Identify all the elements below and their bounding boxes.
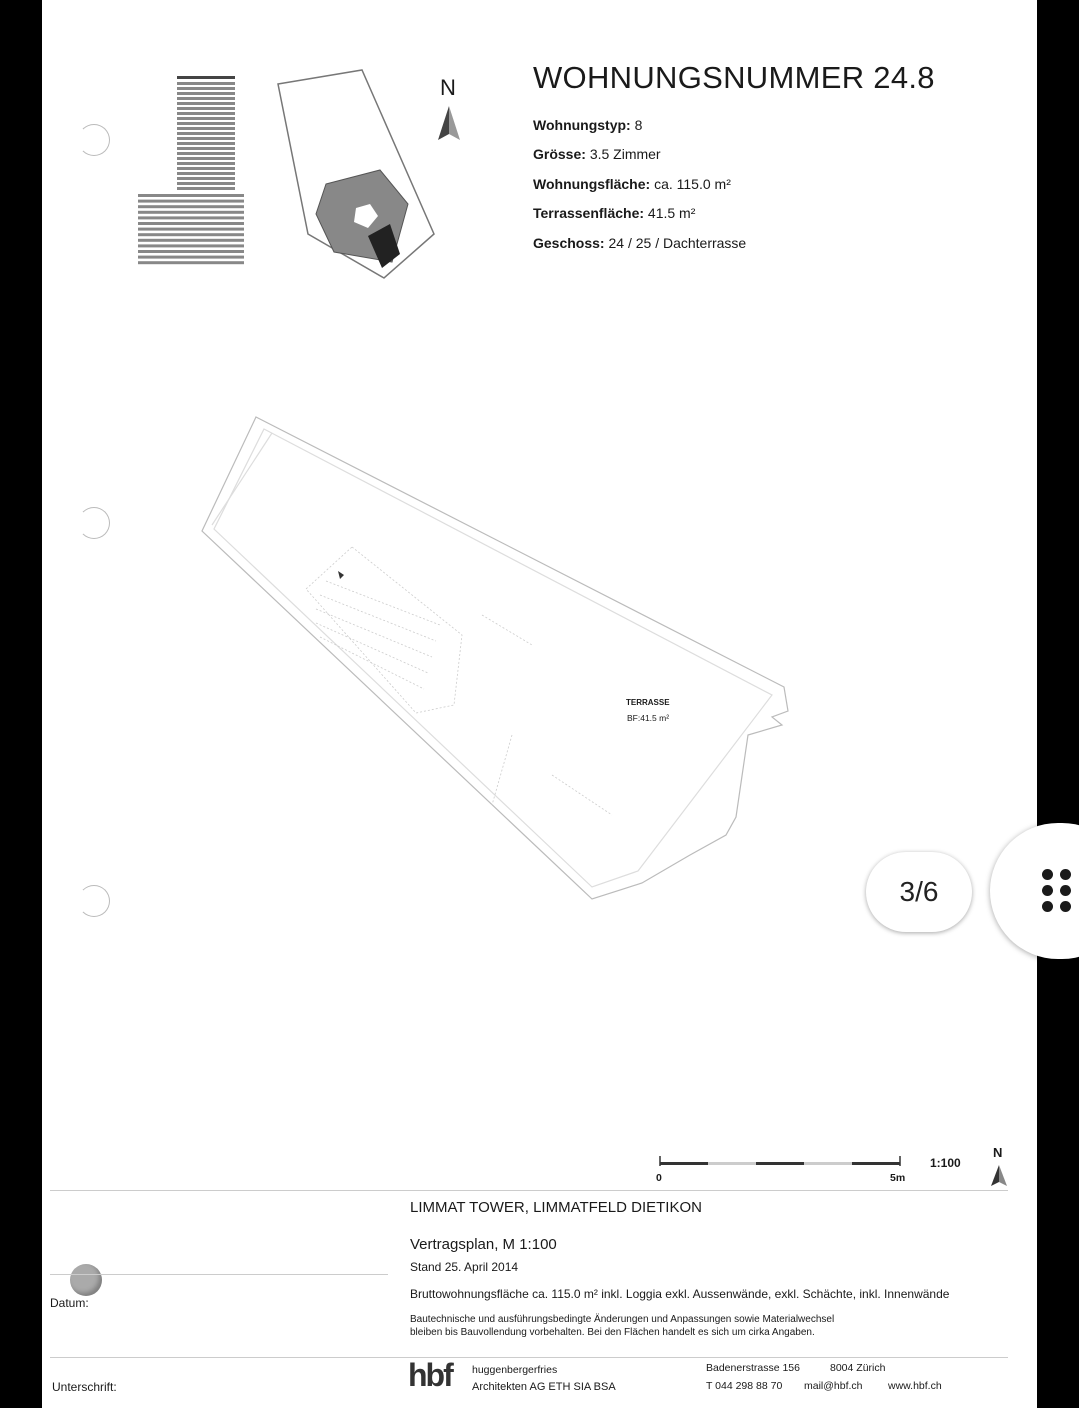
site-plan-key-icon [272,66,442,282]
disclaimer-line-2: bleiben bis Bauvollendung vorbehalten. Bei den Flächen handelt es sich um cirka Angaben. [410,1327,815,1338]
terrace-label: TERRASSE [626,698,670,707]
north-label: N [440,75,456,100]
company-website: www.hbf.ch [888,1380,942,1392]
signature-stamp-icon [70,1264,102,1296]
signature-label: Unterschrift: [52,1380,117,1394]
terrace-area-label: BF:41.5 m² [627,713,670,723]
project-name: LIMMAT TOWER, LIMMATFELD DIETIKON [410,1199,702,1216]
datum-line [50,1274,388,1275]
footer-north-label: N [993,1145,1003,1160]
info-row-living-area: Wohnungsfläche: ca. 115.0 m² [533,176,731,192]
punch-hole-middle [78,507,110,539]
scale-ratio: 1:100 [930,1156,961,1170]
apartment-number-title: WOHNUNGSNUMMER 24.8 [533,60,935,95]
info-row-size: Grösse: 3.5 Zimmer [533,146,661,162]
plan-date: Stand 25. April 2014 [410,1260,519,1274]
company-logo: hbf [408,1357,452,1393]
info-row-terrace-area: Terrassenfläche: 41.5 m² [533,205,696,221]
document-page [42,0,1037,1408]
company-title: Architekten AG ETH SIA BSA [472,1381,616,1393]
plan-type: Vertragsplan, M 1:100 [410,1236,557,1253]
company-street: Badenerstrasse 156 [706,1362,800,1374]
north-arrow-icon [436,104,462,142]
info-row-floor: Geschoss: 24 / 25 / Dachterrasse [533,235,747,251]
scale-five-m: 5m [890,1172,906,1184]
footer-divider-top [50,1190,1008,1191]
punch-hole-bottom [78,885,110,917]
company-email: mail@hbf.ch [804,1380,863,1392]
footer-divider-bottom [50,1357,1008,1358]
datum-label: Datum: [50,1296,89,1310]
company-name: huggenbergerfries [472,1364,558,1376]
scale-bar [658,1154,908,1170]
scale-zero: 0 [656,1172,662,1184]
building-elevation-icon [94,72,244,274]
disclaimer-line-1: Bautechnische und ausführungsbedingte Änderungen und Anpassungen sowie Materialwechsel [410,1314,835,1325]
gross-area-note: Bruttowohnungsfläche ca. 115.0 m² inkl. Loggia exkl. Aussenwände, exkl. Schächte, inkl. Innenwände [410,1287,950,1301]
company-city: 8004 Zürich [830,1362,886,1374]
floor-plan-drawing [192,405,792,905]
info-row-type: Wohnungstyp: 8 [533,117,643,133]
page-indicator[interactable]: 3/6 [866,852,972,932]
footer-north-arrow-icon [990,1164,1008,1188]
company-phone: T 044 298 88 70 [706,1380,783,1392]
